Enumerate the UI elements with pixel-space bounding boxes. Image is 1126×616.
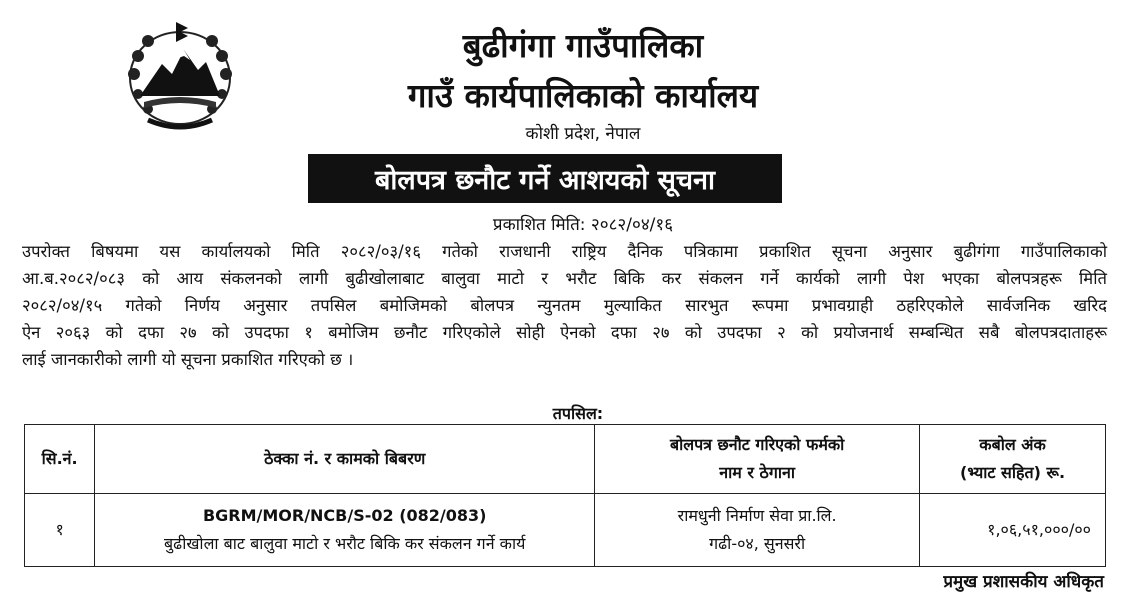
tender-table <box>24 424 1106 567</box>
header-firm-line2: नाम र ठेगाना <box>719 463 795 482</box>
header-amount-line2: (भ्याट सहित) रू. <box>960 463 1066 482</box>
body-line: लाई जानकारीको लागी यो सूचना प्रकाशित गरिएको छ । <box>22 350 354 369</box>
province-name: कोशी प्रदेश, नेपाल <box>525 124 641 144</box>
published-date: प्रकाशित मिति: २०८२/०४/१६ <box>492 215 674 235</box>
notice-title-banner <box>308 154 782 203</box>
municipality-name: बुढीगंगा गाउँपालिका <box>462 26 704 65</box>
header-firm <box>595 425 920 494</box>
firm-address: गढी-०४, सुनसरी <box>709 534 806 553</box>
body-line: उपरोक्त बिषयमा यस कार्यालयको मिति २०८२/०३/१६ गतेको राजधानी राष्ट्रिय दैनिक पत्रिकामा प्रकाशित सूचना अनुसार बुढीगंगा गाउँपालिकाको <box>22 242 1107 261</box>
header-contract: ठेक्का नं. र कामको बिबरण <box>95 425 595 494</box>
header-amount <box>920 425 1106 494</box>
contract-number: BGRM/MOR/NCB/S-02 (082/083) <box>202 506 487 525</box>
header-amount-line1: कबोल अंक <box>979 435 1046 454</box>
notice-title: बोलपत्र छनौट गर्ने आशयको सूचना <box>375 165 715 196</box>
firm-name: रामधुनी निर्माण सेवा प्रा.लि. <box>677 506 837 525</box>
header-sn: सि.नं. <box>25 425 95 494</box>
row-sn: १ <box>25 494 95 567</box>
details-label: तपसिल: <box>552 404 604 423</box>
row-firm <box>595 494 920 567</box>
notice-body <box>22 238 1107 373</box>
signature-title: प्रमुख प्रशासकीय अधिकृत <box>943 572 1104 592</box>
body-line: २०८२/०४/१५ गतेको निर्णय अनुसार तपसिल बमोजिमको बोलपत्र न्युनतम मुल्याकित सारभुत रूपमा प्रभावग्राही ठहरिएकोले सार्वजनिक खरिद <box>22 296 1107 315</box>
table-header-row <box>25 425 1106 494</box>
header-firm-line1: बोलपत्र छनौट गरिएको फर्मको <box>669 435 845 454</box>
row-contract <box>95 494 595 567</box>
contract-description: बुढीखोला बाट बालुवा माटो र भरौट बिकि कर संकलन गर्ने कार्य <box>164 534 526 553</box>
table-row <box>25 494 1106 567</box>
body-line: आ.ब.२०८२/०८३ को आय संकलनको लागी बुढीखोलाबाट बालुवा माटो र भरौट बिकि कर संकलन गर्ने कार्यको लागी पेश भएका बोलपत्रहरू मिति <box>22 269 1107 288</box>
row-amount: १,०६,५१,०००/०० <box>920 494 1106 567</box>
body-line: ऐन २०६३ को दफा २७ को उपदफा १ बमोजिम छनौट गरिएकोले सोही ऐनको दफा २७ को उपदफा २ को प्रयोजनार्थ सम्बन्धित सबै बोलपत्रदाताहरू <box>22 323 1107 342</box>
office-name: गाउँ कार्यपालिकाको कार्यालय <box>407 76 759 115</box>
